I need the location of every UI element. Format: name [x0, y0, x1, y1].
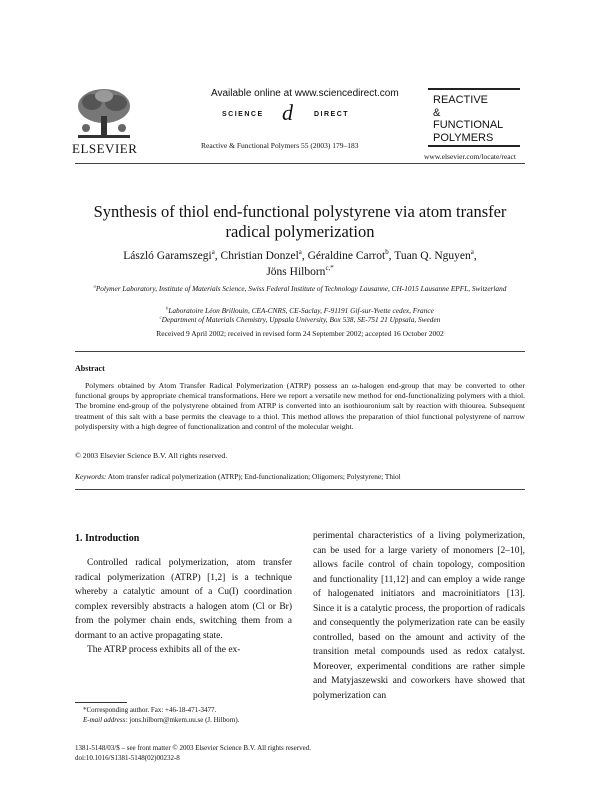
sd-word-direct: DIRECT — [314, 111, 350, 118]
title-line-1: Synthesis of thiol end-functional polystyrene via atom transfer — [93, 202, 507, 221]
sciencedirect-logo — [222, 100, 372, 126]
abstract-divider-bottom — [75, 489, 525, 490]
abstract-heading: Abstract — [75, 364, 105, 373]
author-sup: a — [211, 249, 215, 257]
author-sep: , — [473, 250, 477, 262]
author-sep: , — [388, 250, 395, 262]
affiliation-text: Polymer Laboratory, Institute of Materials Science, Swiss Federal Institute of Technology Lausanne, CH-1015 Lausanne EPFL, Switzerland — [95, 284, 507, 293]
footer-doi: doi:10.1016/S1381-5148(02)00232-8 — [75, 754, 180, 762]
sd-at-icon: d — [282, 100, 293, 125]
affiliation-text: Laboratoire Léon Brillouin, CEA-CNRS, CE-Saclay, F-91191 Gif-sur-Yvette cedex, France — [168, 306, 434, 315]
keywords — [75, 472, 401, 481]
section-heading-introduction: 1. Introduction — [75, 533, 140, 544]
available-online-text: Available online at www.sciencedirect.com — [211, 88, 399, 99]
journal-logo — [428, 88, 520, 147]
author-name: Tuan Q. Nguyen — [394, 250, 471, 262]
affiliation-text: Department of Materials Chemistry, Uppsala University, Box 538, SE-751 21 Uppsala, Sweden — [161, 315, 441, 324]
journal-line-1: REACTIVE — [433, 94, 489, 106]
journal-line-2: & — [433, 106, 441, 119]
journal-citation: Reactive & Functional Polymers 55 (2003) 179–183 — [201, 141, 359, 150]
author-sep: , — [301, 250, 308, 262]
abstract-body: Polymers obtained by Atom Transfer Radical Polymerization (ATRP) possess an ω-halogen end-group that may be converted to other functional groups by appropriate chemical transformations. Here we report a versatile new method for end-functionalizing polymers with a thiol. The bromine end-group of the polystyrene obtained from ATRP is converted into an isothiouronium salt by reaction with thiourea. Subsequent treatment of this salt with a base permits the cleavage to a thiol. This method allows the preparation of thiol functional polystyrene of narrow polydispersity with a high degree of functionalization and control of the molecular weight. — [75, 381, 525, 431]
footnote-divider — [75, 702, 127, 703]
affiliation-sup: b — [166, 305, 169, 311]
left-column — [75, 556, 292, 658]
affiliation-sup: a — [93, 283, 96, 289]
abstract-divider-top — [75, 351, 525, 352]
author-sup: b — [385, 249, 389, 257]
paragraph: Controlled radical polymerization, atom transfer radical polymerization (ATRP) [1,2] is a technique whereby a catalytic amount of a Cu(I) coordination complex reversibly abstracts a halogen atom (Cl or Br) from the polymer chain ends, switching them from a dormant to an active propagating state. — [75, 558, 292, 641]
article-title — [60, 202, 540, 242]
author-sup: a — [470, 249, 474, 257]
affiliation-sup: c — [159, 314, 162, 320]
author-name: Jöns Hilborn — [266, 265, 326, 278]
sd-word-science: SCIENCE — [222, 111, 264, 118]
affiliation-c — [80, 315, 520, 325]
keywords-label: Keywords: — [75, 472, 107, 481]
abstract-copyright: © 2003 Elsevier Science B.V. All rights reserved. — [75, 451, 228, 460]
footer-issn: 1381-5148/03/$ – see front matter © 2003 Elsevier Science B.V. All rights reserved. — [75, 744, 311, 752]
author-list — [60, 249, 540, 280]
header-divider — [75, 163, 525, 164]
footnote-corresponding: *Corresponding author. Fax: +46-18-471-3477. — [83, 706, 217, 714]
received-dates: Received 9 April 2002; received in revised form 24 September 2002; accepted 16 October 2002 — [156, 329, 444, 338]
email-label: E-mail address: — [83, 716, 128, 724]
journal-url[interactable]: www.elsevier.com/locate/react — [424, 152, 516, 161]
author-name: László Garamszegi — [123, 250, 212, 262]
journal-line-4: POLYMERS — [433, 131, 494, 144]
paragraph: The ATRP process exhibits all of the ex- — [87, 645, 241, 655]
elsevier-tree-logo — [70, 86, 138, 142]
right-column: perimental characteristics of a living polymerization, can be used for a large variety of monomers [2–10], allows facile control of chain topology, composition and functionality [11,12] and can employ a wide range of halogenated initiators and macroinitiators [13]. Since it is a catalytic process, the proportion of radicals and consequently the polymerization rate can be easily controlled, based on the amount and activity of the transition metal compounds used as redox catalyst. Moreover, experimental conditions are rather simple and Matyjaszewski and coworkers have showed that polymerization can — [313, 531, 525, 701]
affiliation-a — [80, 284, 520, 294]
title-line-2: radical polymerization — [225, 222, 375, 241]
author-sup: a — [298, 249, 302, 257]
email-address[interactable]: jons.hilborn@mkem.uu.se (J. Hilborn). — [129, 716, 240, 724]
author-sup: c,* — [325, 264, 334, 272]
author-name: Géraldine Carrot — [307, 250, 386, 262]
footnote-email — [83, 716, 239, 725]
author-sep: , — [214, 250, 221, 262]
publisher-name: ELSEVIER — [72, 141, 138, 156]
author-name: Christian Donzel — [220, 250, 299, 262]
journal-line-3: FUNCTIONAL — [433, 119, 504, 131]
keywords-list: Atom transfer radical polymerization (ATRP); End-functionalization; Oligomers; Polystyrene; Thiol — [107, 472, 401, 481]
